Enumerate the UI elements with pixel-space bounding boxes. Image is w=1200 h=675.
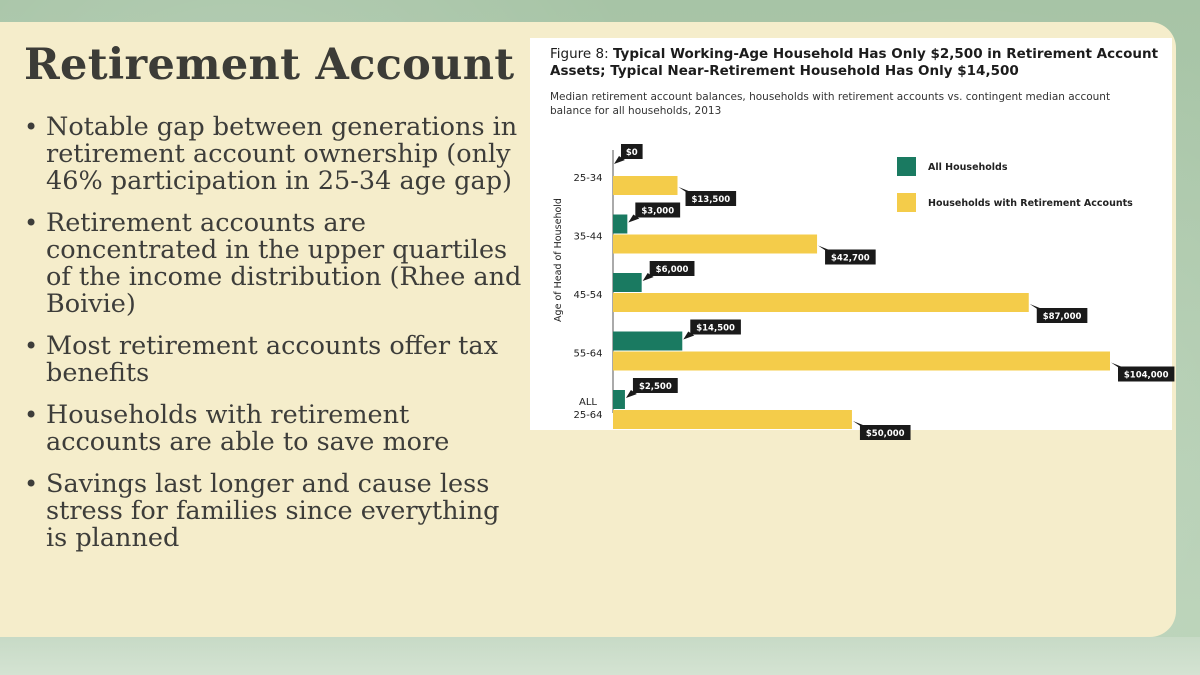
bullet-dot-icon: • bbox=[24, 401, 39, 429]
bullet-item bbox=[22, 210, 522, 318]
bullet-text: Notable gap between generations in retirement account ownership (only 46% participation in 25-34 age gap) bbox=[46, 112, 518, 196]
figure-chart bbox=[530, 38, 1172, 439]
data-label-with-accounts: $42,700 bbox=[830, 253, 870, 264]
legend-label-all-households: All Households bbox=[928, 162, 1008, 173]
bar-all-households bbox=[613, 215, 627, 234]
bullet-list bbox=[22, 114, 522, 567]
category-label: ALL bbox=[579, 397, 597, 408]
bar-all-households bbox=[613, 332, 682, 351]
bullet-item bbox=[22, 333, 522, 387]
bullet-dot-icon: • bbox=[24, 209, 39, 237]
data-label-all-households: $3,000 bbox=[641, 206, 675, 217]
category-label: 45-54 bbox=[573, 290, 603, 301]
data-label-with-accounts: $50,000 bbox=[865, 429, 905, 439]
bullet-text: Households with retirement accounts are able to save more bbox=[46, 400, 450, 457]
bar-with-accounts bbox=[613, 410, 852, 429]
bar-with-accounts bbox=[613, 176, 678, 195]
slide-title: Retirement Account bbox=[24, 40, 515, 90]
legend-swatch-all-households bbox=[897, 157, 916, 176]
bullet-text: Savings last longer and cause less stress for families since everything is planned bbox=[46, 469, 500, 553]
bar-chart bbox=[530, 38, 1172, 439]
bar-all-households bbox=[613, 390, 625, 409]
bullet-text: Most retirement accounts offer tax benefits bbox=[46, 331, 499, 388]
bullet-item bbox=[22, 402, 522, 456]
data-label-all-households: $2,500 bbox=[638, 382, 672, 392]
legend-swatch-with-accounts bbox=[897, 193, 916, 212]
bar-with-accounts bbox=[613, 293, 1029, 312]
legend-label-with-accounts: Households with Retirement Accounts bbox=[928, 198, 1133, 209]
bar-with-accounts bbox=[613, 352, 1110, 371]
bullet-dot-icon: • bbox=[24, 113, 39, 141]
data-label-all-households: $6,000 bbox=[655, 265, 689, 275]
category-label: 25-34 bbox=[573, 173, 603, 184]
data-label-all-households: $14,500 bbox=[696, 323, 735, 334]
bar-all-households bbox=[613, 273, 642, 292]
bullet-item bbox=[22, 114, 522, 195]
data-label-with-accounts: $87,000 bbox=[1042, 312, 1082, 322]
figure-heading: Typical Working-Age Household Has Only $2,500 in Retirement Account Assets; Typical Near-Retirement Household Has Only $14,500 bbox=[550, 46, 1159, 79]
category-label: 35-44 bbox=[573, 231, 603, 243]
data-label-with-accounts: $104,000 bbox=[1123, 370, 1169, 381]
figure-prefix: Figure 8: bbox=[550, 46, 613, 62]
bullet-item bbox=[22, 471, 522, 552]
data-label-all-households: $0 bbox=[625, 148, 638, 158]
figure-subtitle: Median retirement account balances, households with retirement accounts vs. contingent median account balance for all households, 2013 bbox=[550, 91, 1111, 117]
data-label-with-accounts: $13,500 bbox=[691, 195, 731, 205]
bar-with-accounts bbox=[613, 235, 817, 254]
category-label: 55-64 bbox=[573, 348, 603, 360]
bullet-text: Retirement accounts are concentrated in the upper quartiles of the income distribution (Rhee and Boivie) bbox=[46, 208, 522, 319]
bullet-dot-icon: • bbox=[24, 470, 39, 498]
y-axis-title: Age of Head of Household bbox=[553, 198, 564, 322]
bullet-dot-icon: • bbox=[24, 332, 39, 360]
category-label: 25-64 bbox=[573, 410, 603, 421]
bottom-band bbox=[0, 637, 1200, 675]
